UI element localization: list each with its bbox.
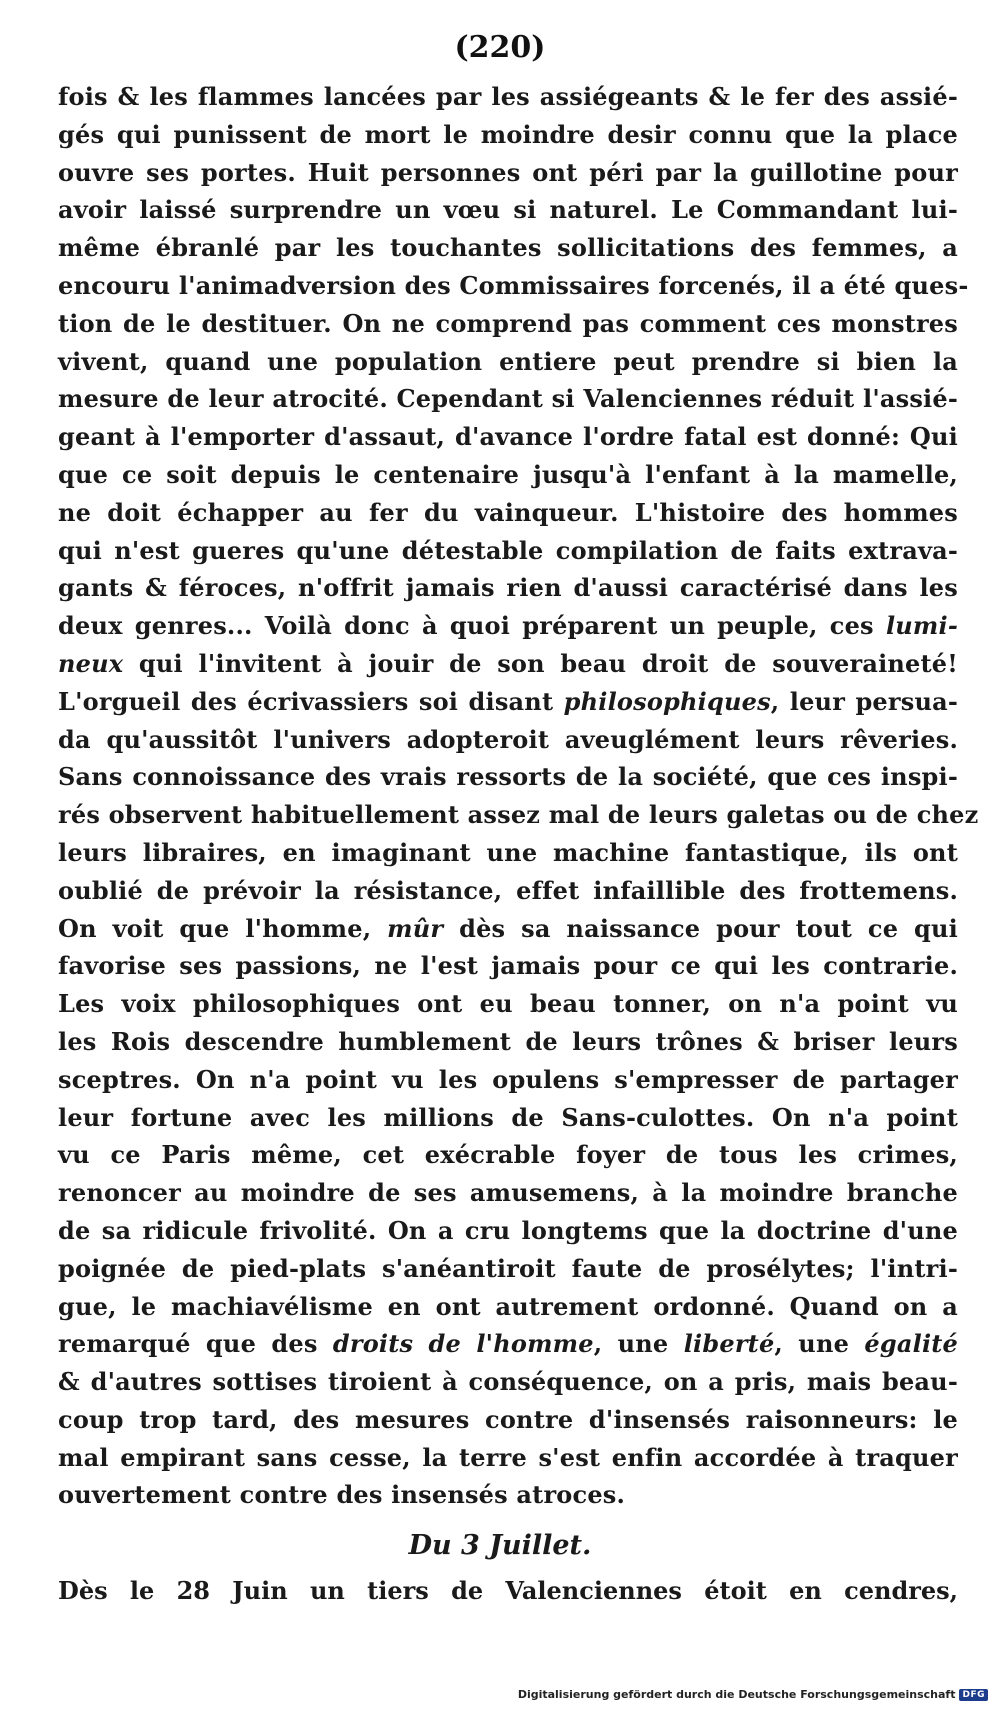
text-line: ouvertement contre des insensés atroces. [58, 1480, 626, 1510]
text-line: Dès le 28 Juin un tiers de Valenciennes étoit en cendres, [58, 1576, 958, 1605]
text-line: avoir laissé surprendre un vœu si naturel. Le Commandant lui- [58, 195, 958, 225]
credit-text: Digitalisierung gefördert durch die Deutsche Forschungsgemeinschaft [517, 1688, 956, 1701]
text-line: les Rois descendre humblement de leurs trônes & briser leurs [58, 1026, 958, 1056]
text-segment: , une [593, 1329, 684, 1359]
italic-text: neux [58, 648, 124, 678]
section-heading: Du 3 Juillet. [408, 1530, 592, 1561]
dfg-logo: DFG [959, 1689, 988, 1701]
text-line: oublié de prévoir la résistance, effet infaillible des frottemens. [58, 875, 958, 905]
text-segment: dès sa naissance pour tout ce qui [443, 913, 958, 943]
text-line [58, 645, 958, 683]
text-line: leurs libraires, en imaginant une machine fantastique, ils ont [58, 837, 958, 867]
text-segment: , leur persua- [770, 686, 959, 716]
text-line [58, 683, 958, 721]
italic-text: égalité [864, 1329, 959, 1359]
text-line: da qu'aussitôt l'univers adopteroit aveuglément leurs rêveries. [58, 724, 958, 754]
text-line: ouvre ses portes. Huit personnes ont péri par la guillotine pour [58, 157, 958, 187]
text-segment: qui l'invitent à jouir de son beau droit de souveraineté! [123, 648, 958, 678]
text-line: gants & féroces, n'offrit jamais rien d'aussi caractérisé dans les [58, 573, 958, 603]
page-number: (220) [454, 30, 546, 65]
text-line: tion de le destituer. On ne comprend pas comment ces monstres [58, 308, 958, 338]
text-line [58, 607, 958, 645]
italic-text: mûr [387, 913, 444, 943]
text-segment: deux genres... Voilà donc à quoi préparent un peuple, ces [58, 611, 886, 641]
body-text [58, 78, 979, 1514]
text-segment: remarqué que des [58, 1329, 333, 1359]
text-line: que ce soit depuis le centenaire jusqu'à l'enfant à la mamelle, [58, 459, 958, 489]
text-line: ne doit échapper au fer du vainqueur. L'histoire des hommes [58, 497, 958, 527]
text-line: Sans connoissance des vrais ressorts de la société, que ces inspi- [58, 762, 958, 792]
text-line: favorise ses passions, ne l'est jamais pour ce qui les contrarie. [58, 951, 958, 981]
text-line [58, 1325, 958, 1363]
text-line: mal empirant sans cesse, la terre s'est enfin accordée à traquer [58, 1442, 958, 1472]
text-line: vu ce Paris même, cet exécrable foyer de tous les crimes, [58, 1140, 958, 1170]
text-line: encouru l'animadversion des Commissaires forcenés, il a été ques- [58, 270, 969, 300]
text-segment: , une [774, 1329, 865, 1359]
text-line: poignée de pied-plats s'anéantiroit faute de prosélytes; l'intri- [58, 1253, 958, 1283]
italic-text: droits de l'homme [332, 1329, 594, 1359]
text-line: de sa ridicule frivolité. On a cru longtems que la doctrine d'une [58, 1215, 958, 1245]
text-line: coup trop tard, des mesures contre d'insensés raisonneurs: le [58, 1404, 958, 1434]
text-line: leur fortune avec les millions de Sans-culottes. On n'a point [58, 1102, 958, 1132]
text-line: vivent, quand une population entiere peut prendre si bien la [58, 346, 958, 376]
italic-text: lumi- [885, 611, 958, 641]
text-line: qui n'est gueres qu'une détestable compilation de faits extrava- [58, 535, 958, 565]
text-line: renoncer au moindre de ses amusemens, à la moindre branche [58, 1178, 958, 1208]
text-line: rés observent habituellement assez mal de leurs galetas ou de chez [58, 800, 979, 830]
text-line: même ébranlé par les touchantes sollicitations des femmes, a [58, 233, 958, 263]
text-line: geant à l'emporter d'assaut, d'avance l'ordre fatal est donné: Qui [58, 422, 958, 452]
text-line: & d'autres sottises tiroient à conséquence, on a pris, mais beau- [58, 1367, 958, 1397]
text-segment: L'orgueil des écrivassiers soi disant [58, 686, 564, 716]
text-line: gés qui punissent de mort le moindre desir connu que la place [58, 119, 958, 149]
italic-text: philosophiques [563, 686, 771, 716]
text-line: sceptres. On n'a point vu les opulens s'empresser de partager [58, 1064, 958, 1094]
italic-text: liberté [683, 1329, 775, 1359]
text-line: Les voix philosophiques ont eu beau tonner, on n'a point vu [58, 989, 958, 1019]
text-segment: On voit que l'homme, [58, 913, 388, 943]
text-line: gue, le machiavélisme en ont autrement ordonné. Quand on a [58, 1291, 958, 1321]
text-line [58, 910, 958, 948]
digitization-credit [518, 1688, 988, 1701]
text-line: fois & les flammes lancées par les assiégeants & le fer des assié- [58, 82, 958, 111]
text-line: mesure de leur atrocité. Cependant si Valenciennes réduit l'assié- [58, 384, 958, 414]
